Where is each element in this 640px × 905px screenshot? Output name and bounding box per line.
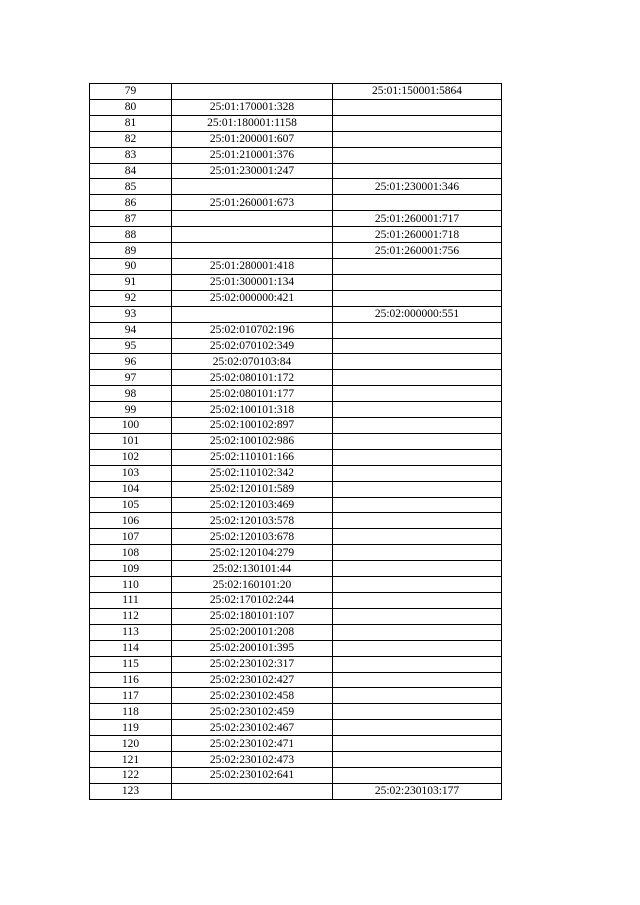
table-row [90, 688, 502, 704]
row-number-cell: 107 [90, 529, 172, 545]
cadastral-number-cell [172, 84, 333, 100]
cadastral-number-cell: 25:02:100102:986 [172, 433, 333, 449]
row-number-cell: 80 [90, 99, 172, 115]
table-row [90, 529, 502, 545]
cadastral-number-alt-cell [333, 147, 502, 163]
row-number-cell: 110 [90, 577, 172, 593]
row-number-cell: 94 [90, 322, 172, 338]
row-number-cell: 81 [90, 115, 172, 131]
table-row [90, 449, 502, 465]
table-row [90, 481, 502, 497]
row-number-cell: 85 [90, 179, 172, 195]
table-row [90, 370, 502, 386]
cadastral-number-alt-cell [333, 529, 502, 545]
table-row [90, 84, 502, 100]
table-row [90, 306, 502, 322]
cadastral-number-alt-cell: 25:02:000000:551 [333, 306, 502, 322]
cadastral-number-alt-cell [333, 465, 502, 481]
row-number-cell: 79 [90, 84, 172, 100]
cadastral-number-cell: 25:01:300001:134 [172, 274, 333, 290]
cadastral-number-cell [172, 179, 333, 195]
table-row [90, 418, 502, 434]
cadastral-number-cell: 25:02:120103:678 [172, 529, 333, 545]
row-number-cell: 87 [90, 211, 172, 227]
row-number-cell: 111 [90, 593, 172, 609]
row-number-cell: 102 [90, 449, 172, 465]
cadastral-number-cell: 25:02:070103:84 [172, 354, 333, 370]
cadastral-number-alt-cell [333, 672, 502, 688]
cadastral-number-alt-cell: 25:01:260001:718 [333, 227, 502, 243]
cadastral-number-cell: 25:02:230102:427 [172, 672, 333, 688]
table-row [90, 402, 502, 418]
table-row [90, 131, 502, 147]
row-number-cell: 89 [90, 243, 172, 259]
cadastral-number-cell: 25:02:180101:107 [172, 608, 333, 624]
row-number-cell: 83 [90, 147, 172, 163]
table-row [90, 147, 502, 163]
cadastral-number-alt-cell [333, 433, 502, 449]
table-row [90, 258, 502, 274]
row-number-cell: 109 [90, 561, 172, 577]
cadastral-number-cell: 25:01:200001:607 [172, 131, 333, 147]
cadastral-number-cell: 25:02:230102:317 [172, 656, 333, 672]
row-number-cell: 84 [90, 163, 172, 179]
cadastral-number-alt-cell [333, 418, 502, 434]
cadastral-number-alt-cell [333, 656, 502, 672]
cadastral-number-alt-cell [333, 449, 502, 465]
cadastral-number-alt-cell [333, 720, 502, 736]
table-row [90, 99, 502, 115]
row-number-cell: 122 [90, 767, 172, 783]
cadastral-number-cell: 25:01:260001:673 [172, 195, 333, 211]
cadastral-number-alt-cell [333, 640, 502, 656]
table-row [90, 163, 502, 179]
cadastral-number-table [89, 83, 502, 800]
cadastral-number-alt-cell: 25:02:230103:177 [333, 783, 502, 799]
row-number-cell: 90 [90, 258, 172, 274]
cadastral-number-alt-cell [333, 481, 502, 497]
cadastral-number-cell: 25:02:110102:342 [172, 465, 333, 481]
cadastral-number-alt-cell [333, 513, 502, 529]
cadastral-number-cell: 25:02:200101:208 [172, 624, 333, 640]
table-row [90, 640, 502, 656]
cadastral-number-cell: 25:02:230102:473 [172, 752, 333, 768]
cadastral-number-alt-cell [333, 688, 502, 704]
row-number-cell: 98 [90, 386, 172, 402]
cadastral-number-cell: 25:02:100101:318 [172, 402, 333, 418]
cadastral-number-cell: 25:02:100102:897 [172, 418, 333, 434]
table-row [90, 433, 502, 449]
cadastral-number-cell [172, 211, 333, 227]
table-row [90, 195, 502, 211]
row-number-cell: 100 [90, 418, 172, 434]
cadastral-number-cell: 25:01:230001:247 [172, 163, 333, 179]
table-row [90, 624, 502, 640]
cadastral-number-cell: 25:02:230102:458 [172, 688, 333, 704]
cadastral-number-cell: 25:01:280001:418 [172, 258, 333, 274]
cadastral-number-cell: 25:02:120103:578 [172, 513, 333, 529]
table-row [90, 704, 502, 720]
table-row [90, 513, 502, 529]
cadastral-number-alt-cell [333, 99, 502, 115]
cadastral-number-cell: 25:02:230102:471 [172, 736, 333, 752]
row-number-cell: 119 [90, 720, 172, 736]
cadastral-number-alt-cell [333, 752, 502, 768]
cadastral-number-cell: 25:02:230102:641 [172, 767, 333, 783]
cadastral-number-alt-cell [333, 354, 502, 370]
table-row [90, 736, 502, 752]
cadastral-number-alt-cell [333, 704, 502, 720]
cadastral-number-cell: 25:02:120103:469 [172, 497, 333, 513]
cadastral-number-alt-cell [333, 370, 502, 386]
row-number-cell: 99 [90, 402, 172, 418]
row-number-cell: 88 [90, 227, 172, 243]
row-number-cell: 105 [90, 497, 172, 513]
cadastral-number-cell: 25:02:160101:20 [172, 577, 333, 593]
cadastral-number-cell: 25:02:080101:177 [172, 386, 333, 402]
table-row [90, 561, 502, 577]
row-number-cell: 118 [90, 704, 172, 720]
cadastral-number-cell: 25:02:230102:467 [172, 720, 333, 736]
cadastral-number-cell: 25:02:200101:395 [172, 640, 333, 656]
row-number-cell: 123 [90, 783, 172, 799]
table-row [90, 322, 502, 338]
cadastral-number-alt-cell [333, 561, 502, 577]
table-row [90, 593, 502, 609]
row-number-cell: 116 [90, 672, 172, 688]
row-number-cell: 115 [90, 656, 172, 672]
cadastral-number-cell: 25:02:010702:196 [172, 322, 333, 338]
cadastral-number-alt-cell [333, 131, 502, 147]
row-number-cell: 86 [90, 195, 172, 211]
row-number-cell: 104 [90, 481, 172, 497]
table-row [90, 227, 502, 243]
row-number-cell: 106 [90, 513, 172, 529]
table-row [90, 211, 502, 227]
cadastral-number-alt-cell [333, 767, 502, 783]
row-number-cell: 103 [90, 465, 172, 481]
table-row [90, 752, 502, 768]
row-number-cell: 82 [90, 131, 172, 147]
table-body [90, 84, 502, 800]
cadastral-number-cell: 25:02:080101:172 [172, 370, 333, 386]
cadastral-number-alt-cell [333, 195, 502, 211]
row-number-cell: 97 [90, 370, 172, 386]
row-number-cell: 121 [90, 752, 172, 768]
cadastral-number-alt-cell [333, 258, 502, 274]
table-row [90, 354, 502, 370]
cadastral-number-cell: 25:02:000000:421 [172, 290, 333, 306]
cadastral-number-alt-cell [333, 545, 502, 561]
table-row [90, 783, 502, 799]
table-row [90, 290, 502, 306]
row-number-cell: 92 [90, 290, 172, 306]
table-row [90, 465, 502, 481]
cadastral-number-alt-cell: 25:01:260001:717 [333, 211, 502, 227]
row-number-cell: 117 [90, 688, 172, 704]
table-row [90, 338, 502, 354]
table-row [90, 720, 502, 736]
row-number-cell: 112 [90, 608, 172, 624]
cadastral-number-alt-cell [333, 577, 502, 593]
table-row [90, 115, 502, 131]
row-number-cell: 93 [90, 306, 172, 322]
cadastral-number-cell: 25:02:110101:166 [172, 449, 333, 465]
cadastral-number-alt-cell [333, 608, 502, 624]
cadastral-number-alt-cell [333, 338, 502, 354]
cadastral-number-cell: 25:02:170102:244 [172, 593, 333, 609]
cadastral-number-cell [172, 783, 333, 799]
cadastral-number-cell: 25:02:070102:349 [172, 338, 333, 354]
table-row [90, 767, 502, 783]
row-number-cell: 108 [90, 545, 172, 561]
cadastral-number-alt-cell [333, 274, 502, 290]
cadastral-number-alt-cell [333, 624, 502, 640]
table-row [90, 577, 502, 593]
table-row [90, 243, 502, 259]
cadastral-number-cell [172, 227, 333, 243]
row-number-cell: 91 [90, 274, 172, 290]
cadastral-number-cell: 25:01:170001:328 [172, 99, 333, 115]
table-row [90, 179, 502, 195]
cadastral-number-cell: 25:02:130101:44 [172, 561, 333, 577]
cadastral-number-cell [172, 243, 333, 259]
row-number-cell: 120 [90, 736, 172, 752]
row-number-cell: 113 [90, 624, 172, 640]
cadastral-number-alt-cell [333, 402, 502, 418]
table-row [90, 608, 502, 624]
row-number-cell: 101 [90, 433, 172, 449]
cadastral-number-alt-cell [333, 386, 502, 402]
cadastral-number-cell: 25:01:180001:1158 [172, 115, 333, 131]
row-number-cell: 96 [90, 354, 172, 370]
cadastral-number-alt-cell: 25:01:230001:346 [333, 179, 502, 195]
cadastral-number-cell: 25:02:120101:589 [172, 481, 333, 497]
cadastral-number-alt-cell [333, 593, 502, 609]
cadastral-number-alt-cell [333, 290, 502, 306]
table-row [90, 274, 502, 290]
cadastral-number-alt-cell: 25:01:150001:5864 [333, 84, 502, 100]
table-row [90, 497, 502, 513]
cadastral-number-cell: 25:01:210001:376 [172, 147, 333, 163]
cadastral-number-alt-cell: 25:01:260001:756 [333, 243, 502, 259]
cadastral-number-alt-cell [333, 322, 502, 338]
cadastral-number-alt-cell [333, 115, 502, 131]
cadastral-number-alt-cell [333, 736, 502, 752]
table-row [90, 672, 502, 688]
cadastral-number-cell [172, 306, 333, 322]
table-row [90, 656, 502, 672]
cadastral-number-alt-cell [333, 497, 502, 513]
cadastral-number-cell: 25:02:120104:279 [172, 545, 333, 561]
cadastral-number-cell: 25:02:230102:459 [172, 704, 333, 720]
row-number-cell: 114 [90, 640, 172, 656]
row-number-cell: 95 [90, 338, 172, 354]
table-row [90, 386, 502, 402]
table-row [90, 545, 502, 561]
cadastral-number-alt-cell [333, 163, 502, 179]
